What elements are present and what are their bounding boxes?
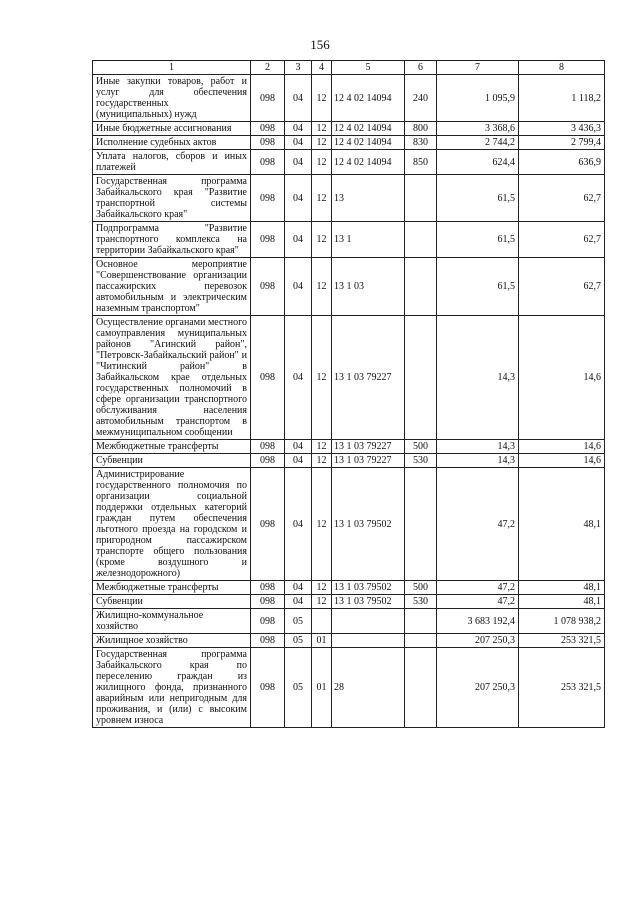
item-name: Субвенции — [93, 595, 251, 609]
target-article-code: 13 — [332, 175, 405, 222]
ministry-code: 098 — [251, 581, 285, 595]
amount-year-2: 48,1 — [519, 581, 605, 595]
subsection-code: 12 — [312, 581, 332, 595]
amount-year-2: 62,7 — [519, 222, 605, 258]
amount-year-2: 253 321,5 — [519, 648, 605, 728]
section-code: 04 — [285, 175, 312, 222]
target-article-code: 13 1 03 79227 — [332, 440, 405, 454]
amount-year-1: 3 683 192,4 — [437, 609, 519, 634]
column-header: 8 — [519, 61, 605, 75]
amount-year-2: 14,6 — [519, 316, 605, 440]
expense-type-code — [405, 609, 437, 634]
target-article-code: 12 4 02 14094 — [332, 75, 405, 122]
amount-year-2: 14,6 — [519, 454, 605, 468]
ministry-code: 098 — [251, 648, 285, 728]
target-article-code: 13 1 03 79227 — [332, 316, 405, 440]
subsection-code: 12 — [312, 222, 332, 258]
section-code: 04 — [285, 595, 312, 609]
table-row — [93, 150, 605, 175]
expense-type-code — [405, 175, 437, 222]
expense-type-code: 500 — [405, 440, 437, 454]
item-name: Межбюджетные трансферты — [93, 440, 251, 454]
target-article-code: 13 1 03 79227 — [332, 454, 405, 468]
subsection-code: 12 — [312, 122, 332, 136]
column-header: 3 — [285, 61, 312, 75]
item-name: Уплата налогов, сборов и иных платежей — [93, 150, 251, 175]
amount-year-2: 2 799,4 — [519, 136, 605, 150]
amount-year-1: 14,3 — [437, 454, 519, 468]
column-header: 1 — [93, 61, 251, 75]
section-code: 04 — [285, 316, 312, 440]
item-name: Основное мероприятие "Совершенствование организации пассажирских перевозок автомобильным и электрическим наземным транспортом" — [93, 258, 251, 316]
amount-year-2: 48,1 — [519, 595, 605, 609]
table-row — [93, 634, 605, 648]
section-code: 05 — [285, 634, 312, 648]
target-article-code: 13 1 03 — [332, 258, 405, 316]
table-row — [93, 175, 605, 222]
expense-type-code: 530 — [405, 454, 437, 468]
ministry-code: 098 — [251, 609, 285, 634]
page-number: 156 — [310, 37, 330, 52]
section-code: 04 — [285, 150, 312, 175]
item-name: Администрирование государственного полномочия по организации социальной поддержки отдельных категорий граждан путем обеспечения льготного проезда на городском и пригородном пассажирском транспорте общего пользования (кроме воздушного и железнодорожного) — [93, 468, 251, 581]
section-code: 04 — [285, 454, 312, 468]
item-name: Исполнение судебных актов — [93, 136, 251, 150]
expense-type-code: 830 — [405, 136, 437, 150]
column-header: 2 — [251, 61, 285, 75]
item-name: Межбюджетные трансферты — [93, 581, 251, 595]
subsection-code: 12 — [312, 136, 332, 150]
table-row — [93, 595, 605, 609]
table-row — [93, 122, 605, 136]
ministry-code: 098 — [251, 258, 285, 316]
subsection-code: 12 — [312, 258, 332, 316]
subsection-code: 12 — [312, 175, 332, 222]
section-code: 04 — [285, 222, 312, 258]
amount-year-1: 14,3 — [437, 316, 519, 440]
amount-year-1: 3 368,6 — [437, 122, 519, 136]
table-row — [93, 609, 605, 634]
column-header: 6 — [405, 61, 437, 75]
table-row — [93, 75, 605, 122]
subsection-code: 12 — [312, 595, 332, 609]
target-article-code: 12 4 02 14094 — [332, 150, 405, 175]
ministry-code: 098 — [251, 595, 285, 609]
expense-type-code: 530 — [405, 595, 437, 609]
ministry-code: 098 — [251, 222, 285, 258]
amount-year-2: 62,7 — [519, 175, 605, 222]
subsection-code: 12 — [312, 468, 332, 581]
budget-table — [92, 60, 605, 728]
item-name: Государственная программа Забайкальского края "Развитие транспортной системы Забайкальского края" — [93, 175, 251, 222]
table-row — [93, 316, 605, 440]
amount-year-1: 47,2 — [437, 595, 519, 609]
target-article-code: 13 1 03 79502 — [332, 468, 405, 581]
item-name: Жилищное хозяйство — [93, 634, 251, 648]
amount-year-2: 1 078 938,2 — [519, 609, 605, 634]
subsection-code: 01 — [312, 648, 332, 728]
item-name: Иные закупки товаров, работ и услуг для обеспечения государственных (муниципальных) нужд — [93, 75, 251, 122]
amount-year-2: 14,6 — [519, 440, 605, 454]
amount-year-1: 61,5 — [437, 175, 519, 222]
subsection-code: 12 — [312, 440, 332, 454]
table-row — [93, 222, 605, 258]
amount-year-1: 207 250,3 — [437, 634, 519, 648]
table-row — [93, 136, 605, 150]
target-article-code: 28 — [332, 648, 405, 728]
expense-type-code: 850 — [405, 150, 437, 175]
table-row — [93, 440, 605, 454]
ministry-code: 098 — [251, 440, 285, 454]
amount-year-2: 253 321,5 — [519, 634, 605, 648]
column-header: 4 — [312, 61, 332, 75]
amount-year-2: 636,9 — [519, 150, 605, 175]
section-code: 04 — [285, 258, 312, 316]
table-body — [93, 75, 605, 728]
section-code: 05 — [285, 609, 312, 634]
amount-year-1: 61,5 — [437, 222, 519, 258]
table-row — [93, 468, 605, 581]
section-code: 04 — [285, 75, 312, 122]
amount-year-1: 1 095,9 — [437, 75, 519, 122]
subsection-code: 12 — [312, 316, 332, 440]
table-row — [93, 581, 605, 595]
subsection-code: 12 — [312, 75, 332, 122]
table-row — [93, 454, 605, 468]
ministry-code: 098 — [251, 468, 285, 581]
target-article-code: 13 1 — [332, 222, 405, 258]
amount-year-1: 207 250,3 — [437, 648, 519, 728]
amount-year-2: 62,7 — [519, 258, 605, 316]
subsection-code: 12 — [312, 150, 332, 175]
target-article-code — [332, 634, 405, 648]
target-article-code — [332, 609, 405, 634]
expense-type-code — [405, 468, 437, 581]
expense-type-code: 500 — [405, 581, 437, 595]
section-code: 04 — [285, 122, 312, 136]
section-code: 04 — [285, 581, 312, 595]
ministry-code: 098 — [251, 122, 285, 136]
section-code: 05 — [285, 648, 312, 728]
amount-year-1: 61,5 — [437, 258, 519, 316]
expense-type-code — [405, 316, 437, 440]
amount-year-1: 14,3 — [437, 440, 519, 454]
ministry-code: 098 — [251, 175, 285, 222]
expense-type-code — [405, 634, 437, 648]
subsection-code: 01 — [312, 634, 332, 648]
section-code: 04 — [285, 440, 312, 454]
expense-type-code — [405, 258, 437, 316]
column-header: 5 — [332, 61, 405, 75]
item-name: Субвенции — [93, 454, 251, 468]
amount-year-1: 624,4 — [437, 150, 519, 175]
table-row — [93, 648, 605, 728]
item-name: Подпрограмма "Развитие транспортного комплекса на территории Забайкальского края" — [93, 222, 251, 258]
item-name: Государственная программа Забайкальского края по переселению граждан из жилищного фонда, признанного аварийным или непригодным для проживания, и (или) с высоким уровнем износа — [93, 648, 251, 728]
amount-year-2: 3 436,3 — [519, 122, 605, 136]
item-name: Осуществление органами местного самоуправления муниципальных районов "Агинский район", "Петровск-Забайкальский район" и "Читинский район" в Забайкальском крае отдельных государственных полномочий в сфере организации транспортного обслуживания населения автомобильным транспортом в межмуниципальном сообщении — [93, 316, 251, 440]
expense-type-code: 800 — [405, 122, 437, 136]
amount-year-2: 1 118,2 — [519, 75, 605, 122]
amount-year-1: 2 744,2 — [437, 136, 519, 150]
section-code: 04 — [285, 468, 312, 581]
expense-type-code: 240 — [405, 75, 437, 122]
ministry-code: 098 — [251, 75, 285, 122]
amount-year-1: 47,2 — [437, 581, 519, 595]
ministry-code: 098 — [251, 454, 285, 468]
expense-type-code — [405, 222, 437, 258]
ministry-code: 098 — [251, 634, 285, 648]
ministry-code: 098 — [251, 150, 285, 175]
target-article-code: 12 4 02 14094 — [332, 122, 405, 136]
amount-year-1: 47,2 — [437, 468, 519, 581]
item-name: Жилищно-коммунальное хозяйство — [93, 609, 251, 634]
target-article-code: 12 4 02 14094 — [332, 136, 405, 150]
table-header-row — [93, 61, 605, 75]
target-article-code: 13 1 03 79502 — [332, 581, 405, 595]
target-article-code: 13 1 03 79502 — [332, 595, 405, 609]
amount-year-2: 48,1 — [519, 468, 605, 581]
column-header: 7 — [437, 61, 519, 75]
table-row — [93, 258, 605, 316]
section-code: 04 — [285, 136, 312, 150]
item-name: Иные бюджетные ассигнования — [93, 122, 251, 136]
subsection-code: 12 — [312, 454, 332, 468]
expense-type-code — [405, 648, 437, 728]
ministry-code: 098 — [251, 136, 285, 150]
ministry-code: 098 — [251, 316, 285, 440]
subsection-code — [312, 609, 332, 634]
